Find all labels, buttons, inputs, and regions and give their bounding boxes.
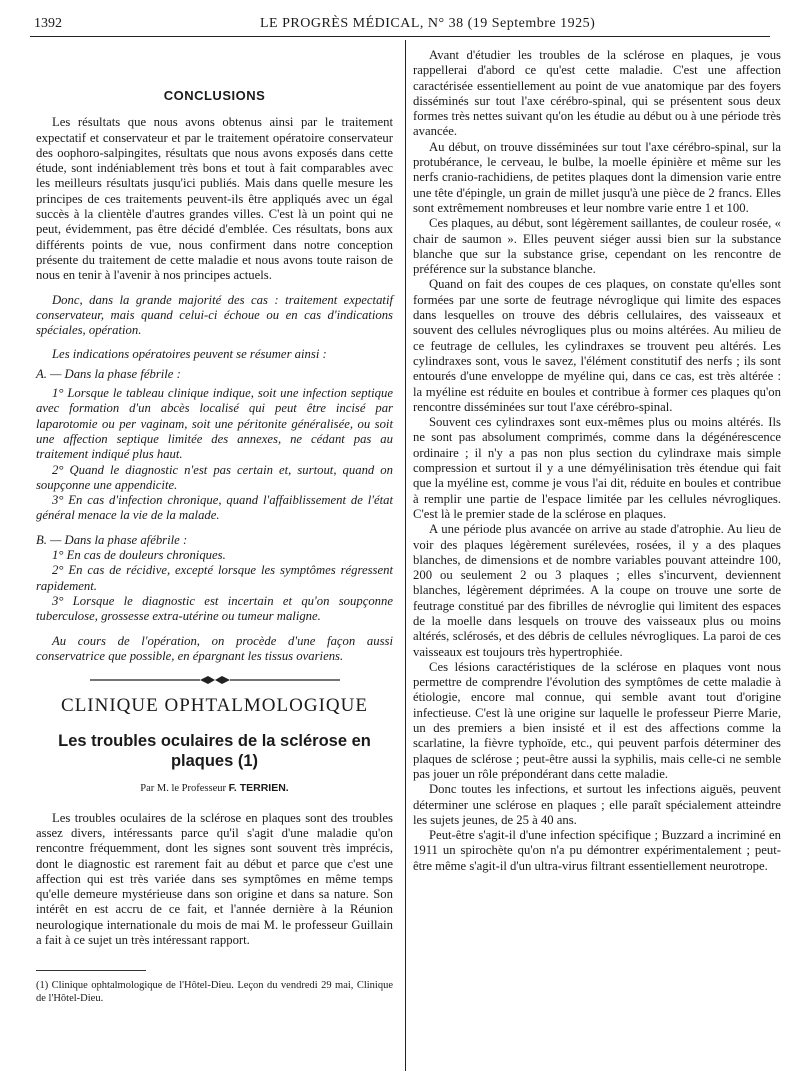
indication-a3: 3° En cas d'infection chronique, quand l'affaiblissement de l'état général menace la vie de la malade. bbox=[36, 493, 393, 523]
indication-a1: 1° Lorsque le tableau clinique indique, soit une infection septique avec formation d'un abcès localisé qui peut être incisé par laparotomie ou per vaginam, soit une péritonite généralisée, ou soit une affection septique limitée des annexes, ne cédant pas au traitement indiqué plus haut. bbox=[36, 386, 393, 462]
column-rule bbox=[405, 40, 406, 1071]
right-column bbox=[413, 48, 781, 874]
indication-b2: 2° En cas de récidive, excepté lorsque les symptômes régressent rapidement. bbox=[36, 563, 393, 593]
indication-b-heading: B. — Dans la phase afébrile : bbox=[36, 532, 188, 547]
italic-paragraph-2: Les indications opératoires peuvent se résumer ainsi : bbox=[52, 347, 327, 362]
italic-paragraph-1: Donc, dans la grande majorité des cas : traitement expectatif conservateur, mais quand celui-ci échoue ou en cas d'indications spéciales, opération. bbox=[36, 292, 393, 338]
article-paragraph-1: Les troubles oculaires de la sclérose en plaques sont des troubles assez divers, intéressants parce qu'il s'agit d'une maladie qu'on rencontre fréquemment, dont les signes sont souvent très imprécis, dont le diagnostic est rarement fait au début et parce que c'est une affection qui est très variée dans ses symptômes en même temps qu'elle demeure mystérieuse dans son origine et dans sa nature. Son intérêt en est accru de ce fait, et l'année dernière à la Réunion neurologique internationale du mois de mai M. le professeur Guillain a fait à ce sujet un très intéressant rapport. bbox=[36, 810, 393, 948]
article-paragraph-6: Souvent ces cylindraxes sont eux-mêmes plus ou moins altérés. Ils ne sont pas absolument comprimés, comme dans la dégénérescence ordinaire ; il n'y a pas non plus section du cylindraxe mais simple compression et surtout il y a une démyélinisation très étendue qui fait que la myéline est, comme je vous l'ai dit, réduite en boules et contribue à remplir une partie de l'espace limitée par les cellules névrogliques. C'est là le premier stade de la sclérose en plaques. bbox=[413, 415, 781, 521]
running-head: LE PROGRÈS MÉDICAL, N° 38 (19 Septembre 1925) bbox=[260, 16, 596, 31]
article-paragraph-9: Donc toutes les infections, et surtout les infections aiguës, peuvent déterminer une sclérose en plaques ; elle paraît spécialement atteindre les sujets jeunes, de 25 à 40 ans. bbox=[413, 782, 781, 827]
footnote-rule bbox=[36, 970, 146, 971]
ornament-divider bbox=[36, 674, 393, 686]
article-paragraph-7: A une période plus avancée on arrive au stade d'atrophie. Au lieu de voir des plaques légèrement surélevées, rosées, il y a des plaques blanches, de dimensions et de nombre variables pouvant atteindre 100, 200 ou seulement 2 ou 3 plaques ; elles s'incurvent, deviennent blanches, légèrement déprimées. A la coupe on trouve une sorte de feutrage constitué par des fibrilles de névroglie qui limitent des espaces de la moelle dans lesquels on trouve des vaisseaux plus ou moins altérés, sclérosés, et des débris de cellules névrogliques. La paroi de ces vaisseaux est toujours très hypertrophiée. bbox=[413, 522, 781, 659]
author-name: F. TERRIEN. bbox=[228, 782, 289, 795]
left-column bbox=[36, 48, 393, 1005]
article-paragraph-4: Ces plaques, au début, sont légèrement saillantes, de couleur rosée, « chair de saumon ». Elles peuvent siéger aussi bien sur la substance blanche que sur la substance grise, cependant on les rencontre de préférence sur la substance blanche. bbox=[413, 216, 781, 277]
indication-b1: 1° En cas de douleurs chroniques. bbox=[52, 548, 226, 563]
italic-paragraph-3: Au cours de l'opération, on procède d'une façon aussi conservatrice que possible, en épargnant les tissus ovariens. bbox=[36, 633, 393, 663]
byline bbox=[36, 781, 393, 796]
conclusions-paragraph: Les résultats que nous avons obtenus ainsi par le traitement expectatif et conservateur et par le traitement opératoire conservateur des oophoro-salpingites, résultats que nous avons exposés dans cette étude, sont indéniablement très bons et tout à fait comparables avec les meilleurs résultats jusqu'ici publiés. Mais dans quelle mesure les principes de ces traitements peuvent-ils être appliqués avec un égal succès à la clientèle d'autres grandes villes. C'est là un point qui ne peut, évidemment, pas être décidé d'emblée. Ces résultats, bons aux différents points de vue, nous confirment dans notre conception présente du traitement de cette maladie et nous avons toute raison de nous en tenir à l'avenir à nos principes actuels. bbox=[36, 115, 393, 283]
conclusions-title: CONCLUSIONS bbox=[163, 88, 266, 103]
article-paragraph-10: Peut-être s'agit-il d'une infection spécifique ; Buzzard a incriminé en 1911 un spirochète qu'on n'a pu démontrer expérimentalement ; peut-être même s'agit-il d'un ultra-virus filtrant essentiellement neurotrope. bbox=[413, 828, 781, 873]
article-paragraph-2: Avant d'étudier les troubles de la sclérose en plaques, je vous rappellerai d'abord ce qu'est cette maladie. C'est une affection caractérisée essentiellement au point de vue anatomique par des foyers disséminés sur tout l'axe cérébro-spinal, qui se présentent sous deux formes très nettes suivant qu'on les étudie au début ou à une période très avancée. bbox=[413, 48, 781, 139]
article-paragraph-5: Quand on fait des coupes de ces plaques, on constate qu'elles sont formées par une sorte de feutrage névroglique qui limite des espaces dans lesquelles on trouve des débris cellulaires, des vaisseaux et souvent des cellules névrogliques plus ou moins altérées. Au milieu de ce feutrage de cellules, les cylindraxes se trouvent peu altérés. Les cylindraxes sont, vous le savez, l'élément constitutif des nerfs ; ils sont entourés d'une enveloppe de myéline qui, dans ce cas, est très altérée : la myéline est réduite en boules et contribue à former ces plaques qu'on rencontre disséminées sur tout l'axe cérébro-spinal. bbox=[413, 277, 781, 414]
running-header bbox=[30, 12, 770, 42]
footnote: (1) Clinique ophtalmologique de l'Hôtel-Dieu. Leçon du vendredi 29 mai, Clinique de l'Hôtel-Dieu. bbox=[36, 980, 393, 1005]
byline-prefix: Par M. le Professeur bbox=[140, 783, 226, 795]
indication-a-heading: A. — Dans la phase fébrile : bbox=[36, 366, 181, 381]
page-number: 1392 bbox=[34, 16, 62, 31]
article-paragraph-8: Ces lésions caractéristiques de la sclérose en plaques vont nous permettre de comprendre l'évolution des symptômes de cette maladie à étiologie, encore mal connue, qui semble avant tout d'origine infectieuse. C'est là une origine sur laquelle le professeur Pierre Marie, un des premiers a bien insisté et il est des affections comme la scarlatine, la fièvre typhoïde, etc., qui peuvent parfois déterminer des plaques de sclérose ; peut-être aussi la syphilis, mais celle-ci ne semble pas jouer un rôle prépondérant dans cette maladie. bbox=[413, 659, 781, 781]
indication-b3: 3° Lorsque le diagnostic est incertain et qu'on soupçonne tuberculose, grossesse extra-utérine ou tumeur maligne. bbox=[36, 593, 393, 624]
section-heading: CLINIQUE OPHTALMOLOGIQUE bbox=[61, 695, 368, 717]
header-rule bbox=[30, 36, 770, 37]
article-title: Les troubles oculaires de la sclérose en plaques (1) bbox=[58, 732, 371, 771]
article-paragraph-3: Au début, on trouve disséminées sur tout l'axe cérébro-spinal, sur la protubérance, le cerveau, le bulbe, la moelle épinière et même sur les nerfs cranio-rachidiens, de petites plaques dont la dimension varie entre une tête d'épingle, un grain de millet jusqu'à une pièce de 2 francs. Elles sont extrêmement nombreuses et leur nombre varie entre 1 et 100. bbox=[413, 139, 781, 215]
indication-a2: 2° Quand le diagnostic n'est pas certain et, surtout, quand on soupçonne une appendicite. bbox=[36, 462, 393, 492]
